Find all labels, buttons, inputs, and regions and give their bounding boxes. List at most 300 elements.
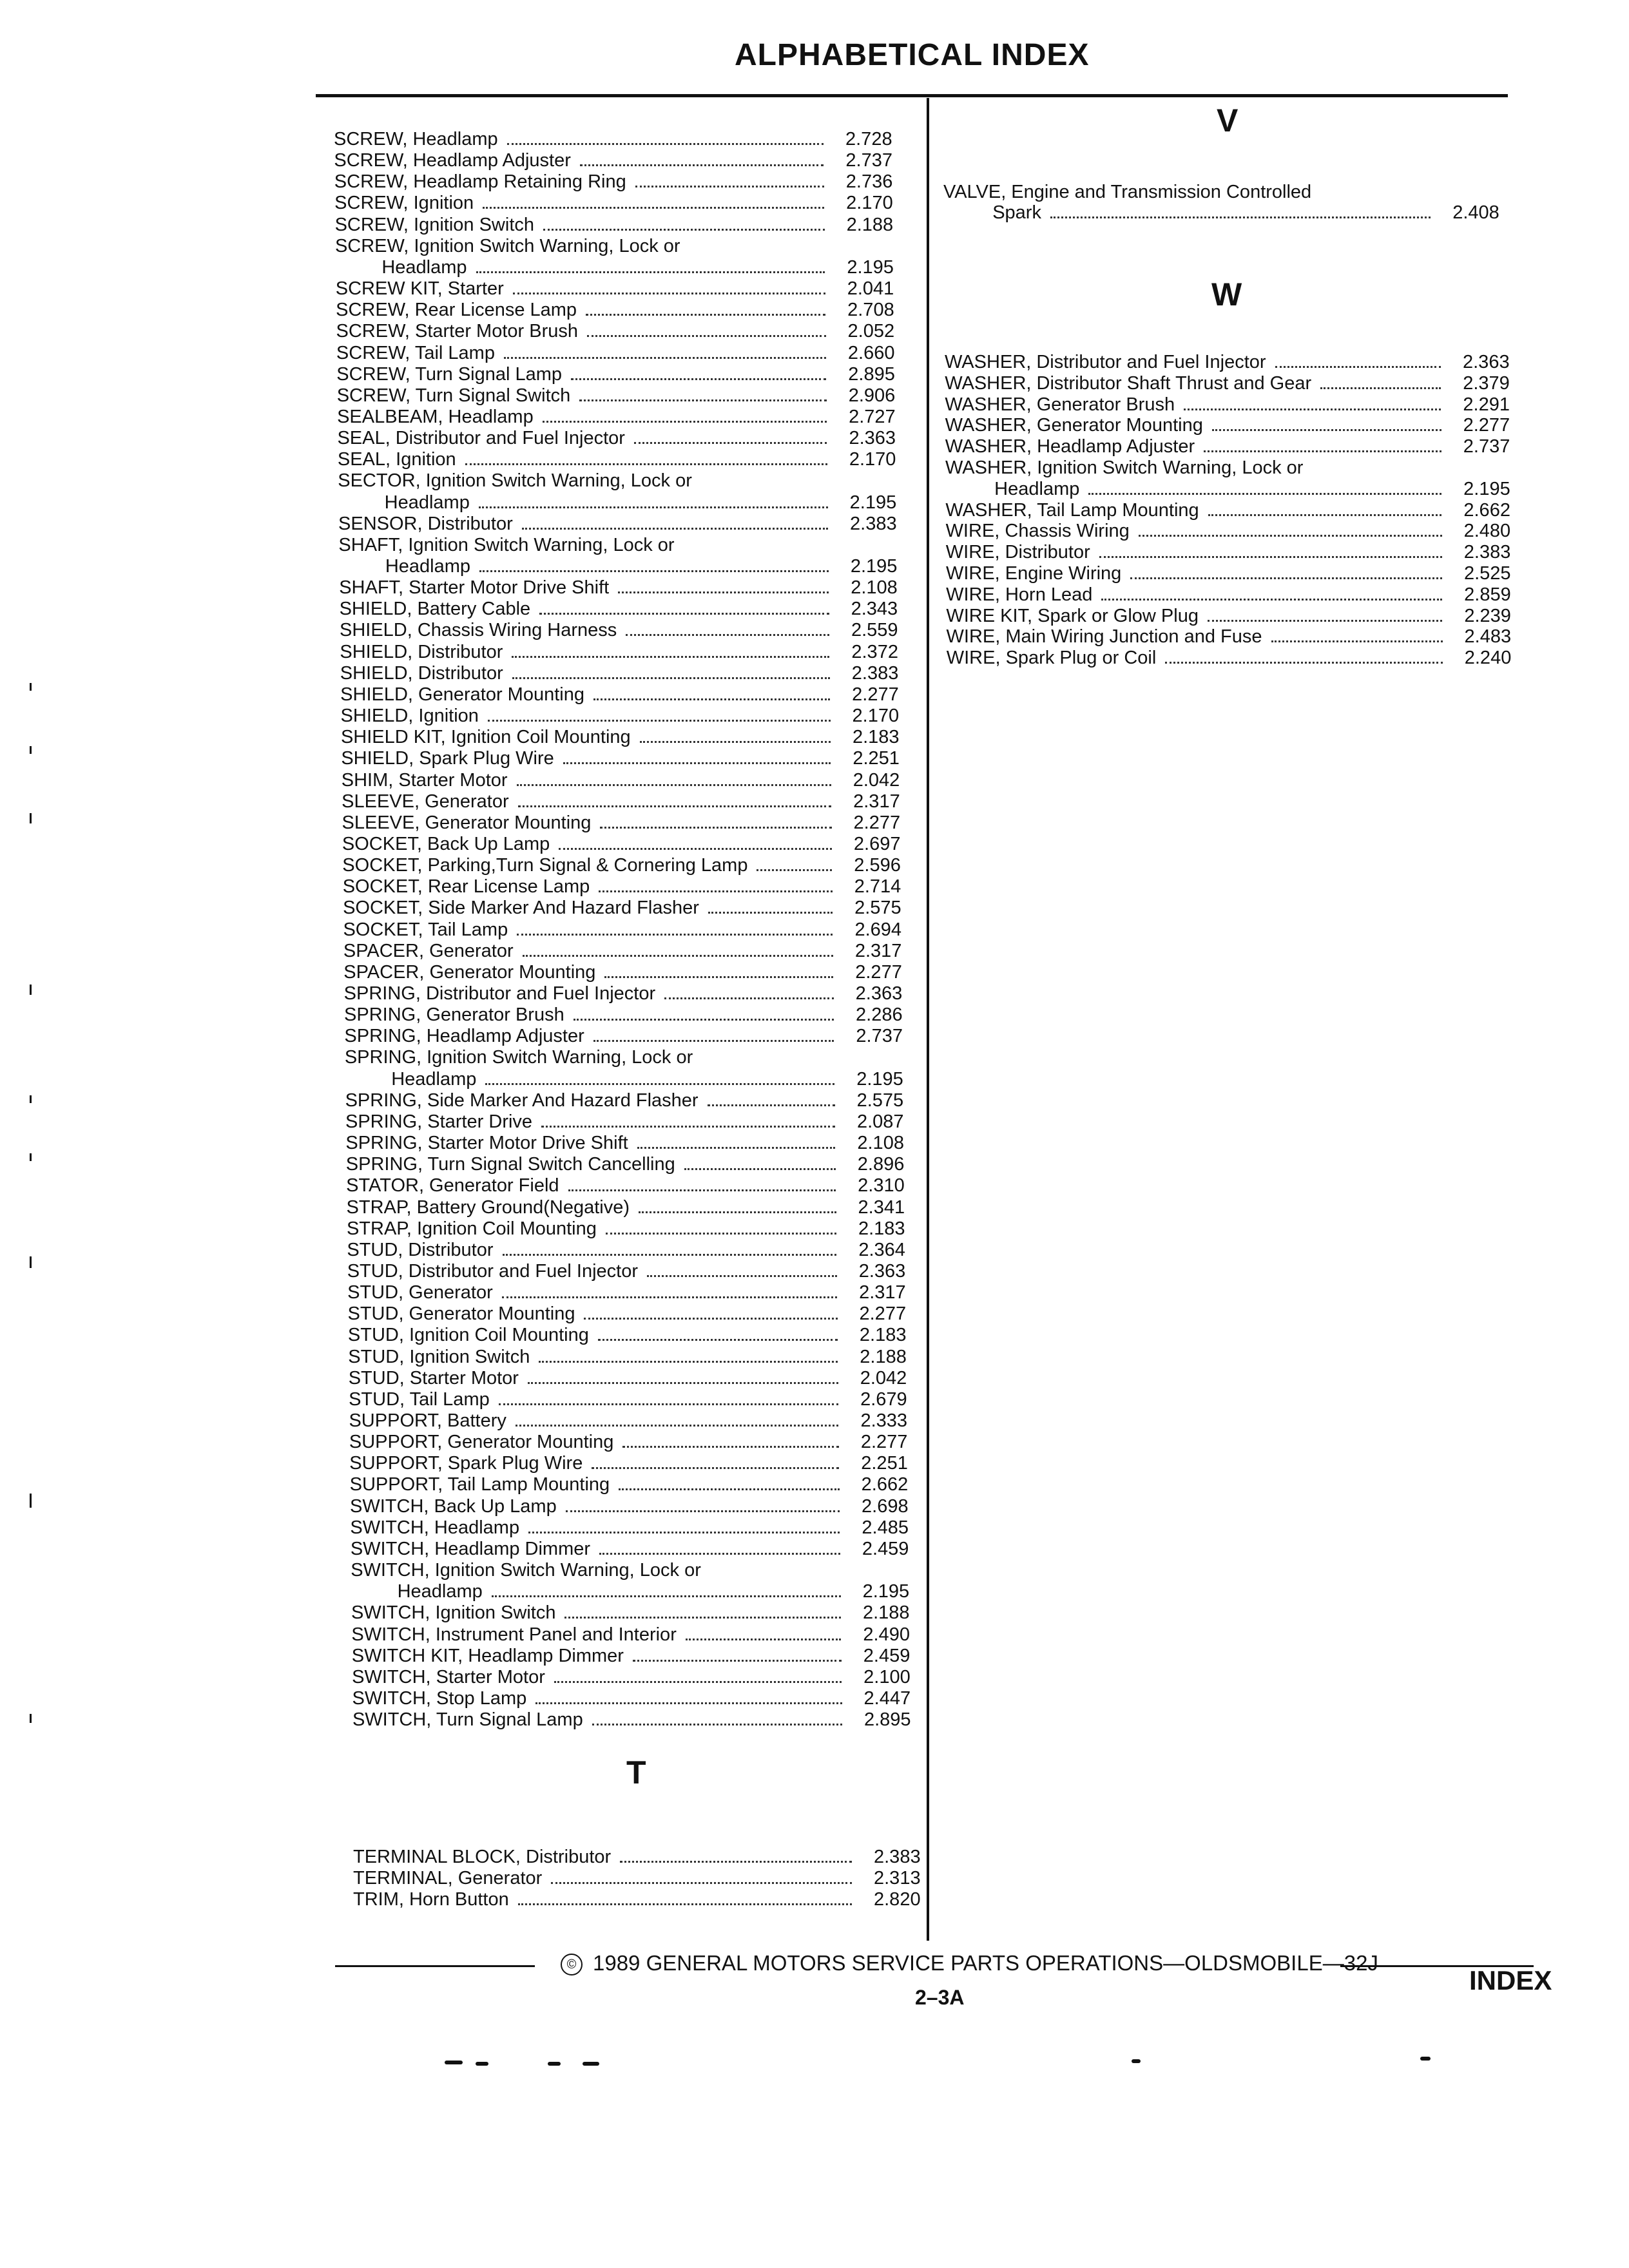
dot-leader xyxy=(564,1617,841,1619)
margin-mark xyxy=(30,683,32,691)
dot-leader xyxy=(541,1126,835,1128)
index-entry-continuation xyxy=(398,1581,959,1602)
index-entry xyxy=(340,663,949,684)
entry-label: TERMINAL BLOCK, Distributor xyxy=(353,1847,612,1867)
index-entry xyxy=(337,385,945,407)
index-entry xyxy=(335,215,943,236)
dot-leader xyxy=(587,335,826,337)
entry-label: STATOR, Generator Field xyxy=(346,1175,559,1196)
entry-label: SCREW, Ignition Switch Warning, Lock or xyxy=(334,235,680,256)
entry-page-number: 2.447 xyxy=(863,1687,911,1709)
dot-leader xyxy=(1271,640,1443,642)
entry-page-number: 2.383 xyxy=(851,662,899,684)
index-entry xyxy=(340,684,949,706)
index-entry-continuation xyxy=(994,479,1560,500)
entry-page-number: 2.183 xyxy=(859,1325,907,1346)
index-entry xyxy=(336,364,945,385)
entry-page-number: 2.379 xyxy=(1463,372,1510,394)
entry-page-number: 2.317 xyxy=(853,791,900,812)
dot-leader xyxy=(554,1681,842,1683)
entry-label: WIRE, Horn Lead xyxy=(946,584,1093,605)
entry-page-number: 2.042 xyxy=(853,769,900,791)
index-entry xyxy=(351,1560,959,1581)
dot-leader xyxy=(586,314,825,316)
entry-page-number: 2.383 xyxy=(1463,542,1511,563)
entry-page-number: 2.041 xyxy=(847,278,894,300)
dot-leader xyxy=(599,1553,840,1555)
entry-label: STUD, Ignition Switch xyxy=(348,1346,530,1367)
index-entry xyxy=(342,791,950,812)
index-entry xyxy=(352,1646,960,1667)
entry-page-number: 2.372 xyxy=(851,641,898,662)
dot-leader xyxy=(483,207,824,209)
entry-page-number: 2.251 xyxy=(861,1453,908,1474)
entry-label: SCREW, Turn Signal Lamp xyxy=(336,363,563,385)
entry-label: SOCKET, Parking,Turn Signal & Cornering Lamp xyxy=(342,855,748,876)
entry-label: SPRING, Ignition Switch Warning, Lock or xyxy=(344,1047,693,1068)
dot-leader xyxy=(1101,599,1442,601)
dot-leader xyxy=(599,890,832,892)
dot-leader xyxy=(593,1040,834,1042)
dot-leader xyxy=(516,1425,839,1427)
entry-label: SEALBEAM, Headlamp xyxy=(337,406,534,427)
entry-page-number: 2.697 xyxy=(853,833,901,854)
dot-leader xyxy=(592,1467,839,1469)
index-entry xyxy=(345,1133,954,1154)
entry-label: WIRE, Spark Plug or Coil xyxy=(946,648,1157,669)
margin-mark xyxy=(30,1256,32,1268)
dot-leader xyxy=(684,1168,836,1170)
dot-leader xyxy=(559,848,832,850)
entry-page-number: 2.480 xyxy=(1463,521,1511,542)
entry-page-number: 2.662 xyxy=(1463,499,1510,521)
entry-label: WASHER, Tail Lamp Mounting xyxy=(945,499,1199,521)
index-entry xyxy=(344,1004,952,1026)
entry-page-number: 2.277 xyxy=(1463,415,1510,436)
entry-label: SCREW, Turn Signal Switch xyxy=(336,385,571,406)
index-entry xyxy=(335,236,943,257)
dot-leader xyxy=(507,143,824,145)
dot-leader xyxy=(639,1211,836,1213)
entry-label: SHAFT, Ignition Switch Warning, Lock or xyxy=(338,534,675,555)
margin-mark xyxy=(30,1153,32,1161)
entry-label: WASHER, Distributor and Fuel Injector xyxy=(945,352,1266,372)
dot-leader xyxy=(634,442,827,444)
dot-leader xyxy=(1204,450,1441,452)
margin-mark xyxy=(30,746,32,754)
entry-page-number: 2.313 xyxy=(874,1868,921,1888)
entry-label: SWITCH, Ignition Switch Warning, Lock or xyxy=(351,1560,701,1581)
index-entry xyxy=(945,394,1559,416)
dot-leader xyxy=(535,1702,842,1704)
scan-mark xyxy=(583,2062,599,2066)
dot-leader xyxy=(584,1318,837,1320)
entry-page-number: 2.383 xyxy=(850,513,897,534)
entry-page-number: 2.896 xyxy=(857,1154,905,1175)
index-entry-continuation xyxy=(391,1069,953,1090)
dot-leader xyxy=(518,805,831,807)
index-entry xyxy=(352,1688,961,1709)
entry-page-number: 2.183 xyxy=(852,727,900,748)
dot-leader xyxy=(512,677,830,679)
entry-label: SPRING, Turn Signal Switch Cancelling xyxy=(345,1154,675,1175)
index-entry xyxy=(343,876,951,898)
dot-leader xyxy=(574,1019,834,1021)
entry-label: Headlamp xyxy=(385,556,470,577)
dot-leader xyxy=(619,1488,839,1490)
entry-label: STUD, Starter Motor xyxy=(348,1367,519,1389)
entry-label: SCREW, Ignition xyxy=(334,193,474,214)
index-entry xyxy=(342,812,950,834)
entry-page-number: 2.170 xyxy=(852,706,900,727)
dot-leader xyxy=(598,1339,838,1341)
index-entry xyxy=(945,457,1560,479)
dot-leader xyxy=(568,1189,836,1191)
entry-label: SCREW, Headlamp Adjuster xyxy=(334,150,571,171)
index-entry xyxy=(342,855,950,876)
index-entry xyxy=(343,962,952,983)
entry-page-number: 2.310 xyxy=(858,1175,905,1196)
entry-page-number: 2.108 xyxy=(851,577,898,599)
entry-page-number: 2.525 xyxy=(1463,563,1511,584)
dot-leader xyxy=(604,976,833,978)
entry-label: SHIELD KIT, Ignition Coil Mounting xyxy=(340,727,631,748)
entry-label: SLEEVE, Generator xyxy=(342,791,509,812)
index-entry xyxy=(349,1368,957,1389)
dot-leader xyxy=(488,720,831,722)
entry-label: SEAL, Distributor and Fuel Injector xyxy=(337,428,625,449)
entry-page-number: 2.737 xyxy=(1463,436,1510,457)
footer-copyright-text: 1989 GENERAL MOTORS SERVICE PARTS OPERATIONS—OLDSMOBILE—32J xyxy=(593,1951,1378,1975)
index-entry xyxy=(946,606,1561,627)
dot-leader xyxy=(622,1446,839,1448)
margin-mark xyxy=(30,813,32,823)
dot-leader xyxy=(479,570,829,572)
entry-label: SWITCH, Back Up Lamp xyxy=(350,1495,557,1517)
margin-mark xyxy=(30,1714,32,1723)
entry-page-number: 2.714 xyxy=(854,876,901,898)
dot-leader xyxy=(1184,408,1441,410)
entry-label: SCREW, Starter Motor Brush xyxy=(336,321,579,342)
entry-label: WIRE, Engine Wiring xyxy=(945,563,1122,584)
entry-page-number: 2.240 xyxy=(1464,648,1512,669)
entry-page-number: 2.333 xyxy=(860,1410,908,1431)
entry-label: SCREW KIT, Starter xyxy=(335,278,504,300)
page-title: ALPHABETICAL INDEX xyxy=(735,38,1090,72)
index-entry xyxy=(351,1624,959,1646)
index-entry xyxy=(339,577,947,599)
entry-page-number: 2.343 xyxy=(851,599,898,620)
entry-label: VALVE, Engine and Transmission Controlled xyxy=(943,182,1312,202)
entry-label: SECTOR, Ignition Switch Warning, Lock or xyxy=(338,470,692,492)
entry-page-number: 2.052 xyxy=(847,321,895,342)
entry-label: STUD, Ignition Coil Mounting xyxy=(347,1325,589,1346)
dot-leader xyxy=(539,613,829,615)
index-entry xyxy=(345,1111,954,1133)
dot-leader xyxy=(571,378,826,380)
index-entry xyxy=(336,343,945,364)
index-entry xyxy=(347,1240,955,1261)
dot-leader xyxy=(539,1361,838,1363)
scan-mark xyxy=(1132,2059,1141,2063)
entry-label: SWITCH, Headlamp Dimmer xyxy=(350,1538,591,1559)
section-heading-w: W xyxy=(1211,276,1242,312)
entry-label: SPRING, Distributor and Fuel Injector xyxy=(343,983,656,1004)
index-entry xyxy=(341,748,949,769)
dot-leader xyxy=(485,1083,834,1085)
index-entry xyxy=(337,407,945,428)
entry-page-number: 2.459 xyxy=(863,1645,911,1666)
index-entry xyxy=(351,1602,959,1624)
index-entry xyxy=(348,1347,956,1368)
entry-page-number: 2.087 xyxy=(856,1111,904,1132)
index-entry-continuation xyxy=(385,556,947,577)
index-entry xyxy=(338,514,947,535)
entry-label: SHIELD, Distributor xyxy=(340,662,503,684)
index-entry xyxy=(337,428,945,449)
entry-page-number: 2.195 xyxy=(850,556,898,577)
dot-leader xyxy=(1050,216,1431,218)
index-entry xyxy=(336,300,944,321)
entry-label: SCREW, Headlamp Retaining Ring xyxy=(334,171,626,193)
entry-page-number: 2.286 xyxy=(856,1004,903,1026)
entry-label: SCREW, Rear License Lamp xyxy=(336,300,577,321)
index-entry xyxy=(343,898,951,919)
dot-leader xyxy=(593,698,830,700)
entry-label: STUD, Generator Mounting xyxy=(347,1303,575,1325)
entry-page-number: 2.820 xyxy=(874,1889,921,1910)
dot-leader xyxy=(492,1595,841,1597)
index-entry xyxy=(346,1154,954,1175)
entry-label: Headlamp xyxy=(994,478,1080,499)
entry-label: WIRE, Main Wiring Junction and Fuse xyxy=(946,626,1262,648)
index-entry xyxy=(943,182,1549,203)
entry-page-number: 2.277 xyxy=(852,684,899,705)
entry-page-number: 2.483 xyxy=(1464,626,1512,648)
entry-label: STUD, Generator xyxy=(347,1282,493,1303)
entry-page-number: 2.317 xyxy=(854,940,902,961)
entry-page-number: 2.364 xyxy=(858,1239,905,1260)
index-entry xyxy=(340,642,948,663)
index-entry xyxy=(344,983,952,1004)
entry-page-number: 2.575 xyxy=(854,898,901,919)
entry-label: STRAP, Battery Ground(Negative) xyxy=(346,1196,630,1218)
dot-leader xyxy=(633,1660,842,1662)
entry-page-number: 2.363 xyxy=(849,428,896,449)
entry-page-number: 2.363 xyxy=(1463,352,1510,372)
entry-page-number: 2.490 xyxy=(863,1624,910,1645)
dot-leader xyxy=(1320,387,1441,389)
entry-label: SCREW, Ignition Switch xyxy=(334,214,535,235)
index-entry xyxy=(334,150,942,171)
page-number: 2–3A xyxy=(915,1986,965,2009)
dot-leader xyxy=(664,997,833,999)
entry-label: SHIELD, Ignition xyxy=(340,706,479,727)
entry-label: SHIELD, Spark Plug Wire xyxy=(341,748,554,769)
entry-label: SHAFT, Starter Motor Drive Shift xyxy=(339,577,610,599)
entry-page-number: 2.459 xyxy=(862,1538,909,1559)
entry-page-number: 2.859 xyxy=(1464,584,1511,605)
index-entry xyxy=(346,1175,954,1196)
entry-label: WASHER, Headlamp Adjuster xyxy=(945,436,1195,457)
index-entry xyxy=(336,278,944,300)
entry-page-number: 2.277 xyxy=(853,812,901,833)
dot-leader xyxy=(1099,556,1442,558)
index-entry xyxy=(334,193,943,214)
entry-label: SOCKET, Back Up Lamp xyxy=(342,833,550,854)
index-entry xyxy=(350,1517,958,1539)
entry-label: SUPPORT, Battery xyxy=(349,1410,506,1431)
entry-label: SWITCH, Ignition Switch xyxy=(351,1602,556,1624)
index-entry xyxy=(345,1047,953,1068)
dot-leader xyxy=(513,293,825,294)
entry-page-number: 2.042 xyxy=(860,1367,907,1389)
entry-page-number: 2.679 xyxy=(860,1389,907,1410)
entry-page-number: 2.694 xyxy=(854,919,902,940)
index-entry xyxy=(350,1474,958,1495)
index-entry xyxy=(353,1847,970,1868)
entry-page-number: 2.728 xyxy=(845,129,892,149)
margin-mark xyxy=(30,1494,32,1508)
entry-label: TRIM, Horn Button xyxy=(353,1889,509,1910)
dot-leader xyxy=(503,1254,837,1256)
dot-leader xyxy=(600,827,831,829)
scan-mark xyxy=(445,2061,463,2064)
index-entry-continuation xyxy=(992,202,1549,224)
entry-label: SCREW, Headlamp xyxy=(334,129,498,149)
entry-label: SHIELD, Battery Cable xyxy=(339,599,531,620)
entry-label: SWITCH KIT, Headlamp Dimmer xyxy=(351,1645,624,1666)
entry-page-number: 2.277 xyxy=(855,961,902,983)
index-entry xyxy=(946,563,1561,584)
entry-label: SPACER, Generator Mounting xyxy=(343,961,596,983)
entry-page-number: 2.559 xyxy=(851,620,898,641)
entry-page-number: 2.737 xyxy=(856,1026,903,1047)
entry-page-number: 2.895 xyxy=(848,363,895,385)
entry-page-number: 2.239 xyxy=(1464,605,1511,626)
entry-page-number: 2.195 xyxy=(849,492,897,513)
entry-label: SPRING, Generator Brush xyxy=(344,1004,564,1026)
index-entry xyxy=(338,535,947,556)
index-entry xyxy=(349,1410,957,1432)
index-entry xyxy=(348,1325,956,1346)
entry-page-number: 2.596 xyxy=(854,855,901,876)
entry-label: SOCKET, Side Marker And Hazard Flasher xyxy=(343,898,699,919)
index-entry xyxy=(352,1709,961,1731)
entry-label: WIRE, Distributor xyxy=(945,542,1090,563)
dot-leader xyxy=(476,271,825,273)
entry-page-number: 2.183 xyxy=(858,1218,905,1239)
entry-label: SWITCH, Headlamp xyxy=(350,1517,520,1538)
entry-label: SOCKET, Tail Lamp xyxy=(343,919,508,940)
entry-label: WIRE KIT, Spark or Glow Plug xyxy=(946,605,1199,626)
entry-page-number: 2.195 xyxy=(847,256,894,278)
entry-label: STUD, Distributor xyxy=(347,1239,494,1260)
entry-label: Headlamp xyxy=(384,492,470,513)
index-entry xyxy=(340,599,948,620)
dot-leader xyxy=(502,1296,837,1298)
entry-page-number: 2.727 xyxy=(849,406,896,427)
dot-leader xyxy=(566,1510,840,1512)
index-entry xyxy=(348,1303,956,1325)
scan-mark xyxy=(548,2062,561,2066)
index-entry-continuation xyxy=(381,257,943,278)
section-heading-t: T xyxy=(626,1754,646,1791)
header-rule xyxy=(316,94,1508,97)
dot-leader xyxy=(640,741,831,743)
entry-label: SWITCH, Stop Lamp xyxy=(352,1687,527,1709)
index-entry xyxy=(347,1282,956,1303)
entry-page-number: 2.195 xyxy=(1463,478,1510,499)
index-entry xyxy=(353,1868,970,1889)
dot-leader xyxy=(1139,535,1442,537)
dot-leader xyxy=(647,1275,837,1277)
index-entry xyxy=(945,373,1559,394)
dot-leader xyxy=(620,1861,852,1863)
entry-label: SUPPORT, Tail Lamp Mounting xyxy=(349,1474,610,1495)
dot-leader xyxy=(637,1147,836,1149)
entry-label: STRAP, Ignition Coil Mounting xyxy=(346,1218,597,1239)
dot-leader xyxy=(635,186,824,187)
dot-leader xyxy=(563,762,831,764)
dot-leader xyxy=(618,591,829,593)
dot-leader xyxy=(551,1882,852,1884)
entry-label: STUD, Tail Lamp xyxy=(349,1389,490,1410)
index-entry xyxy=(343,919,951,941)
entry-page-number: 2.408 xyxy=(1452,202,1499,223)
index-entry xyxy=(945,415,1560,436)
dot-leader xyxy=(543,421,827,423)
entry-label: SPRING, Headlamp Adjuster xyxy=(344,1026,584,1047)
entry-page-number: 2.251 xyxy=(853,748,900,769)
entry-page-number: 2.363 xyxy=(855,983,903,1004)
entry-page-number: 2.100 xyxy=(863,1666,911,1687)
entry-label: Headlamp xyxy=(391,1068,477,1090)
index-entry xyxy=(342,770,950,791)
entry-page-number: 2.277 xyxy=(860,1432,908,1453)
entry-label: SPRING, Starter Drive xyxy=(345,1111,533,1132)
entry-label: WIRE, Chassis Wiring xyxy=(945,521,1130,542)
entry-label: SWITCH, Starter Motor xyxy=(352,1666,545,1687)
index-entry xyxy=(338,470,946,492)
entry-label: SLEEVE, Generator Mounting xyxy=(342,812,592,833)
entry-page-number: 2.383 xyxy=(874,1847,921,1867)
index-entry xyxy=(945,500,1560,521)
entry-label: WASHER, Distributor Shaft Thrust and Gear xyxy=(945,372,1312,394)
entry-label: Spark xyxy=(992,202,1041,223)
entry-page-number: 2.485 xyxy=(862,1517,909,1538)
footer-copyright xyxy=(561,1951,1378,1975)
dot-leader xyxy=(522,528,828,530)
entry-label: SHIELD, Generator Mounting xyxy=(340,684,584,705)
index-entry xyxy=(946,584,1561,606)
dot-leader xyxy=(1088,493,1441,495)
index-entry xyxy=(342,834,950,855)
dot-leader xyxy=(518,1903,852,1905)
dot-leader xyxy=(1208,620,1442,622)
index-entry xyxy=(336,321,945,342)
entry-label: SUPPORT, Generator Mounting xyxy=(349,1432,614,1453)
entry-label: SPRING, Starter Motor Drive Shift xyxy=(345,1133,628,1154)
dot-leader xyxy=(512,656,829,658)
entry-page-number: 2.698 xyxy=(862,1495,909,1517)
entry-label: TERMINAL, Generator xyxy=(353,1868,543,1888)
dot-leader xyxy=(499,1403,838,1405)
index-entry xyxy=(349,1453,958,1474)
dot-leader xyxy=(592,1724,842,1725)
entry-label: SPRING, Side Marker And Hazard Flasher xyxy=(345,1090,699,1111)
index-entry xyxy=(946,542,1561,563)
